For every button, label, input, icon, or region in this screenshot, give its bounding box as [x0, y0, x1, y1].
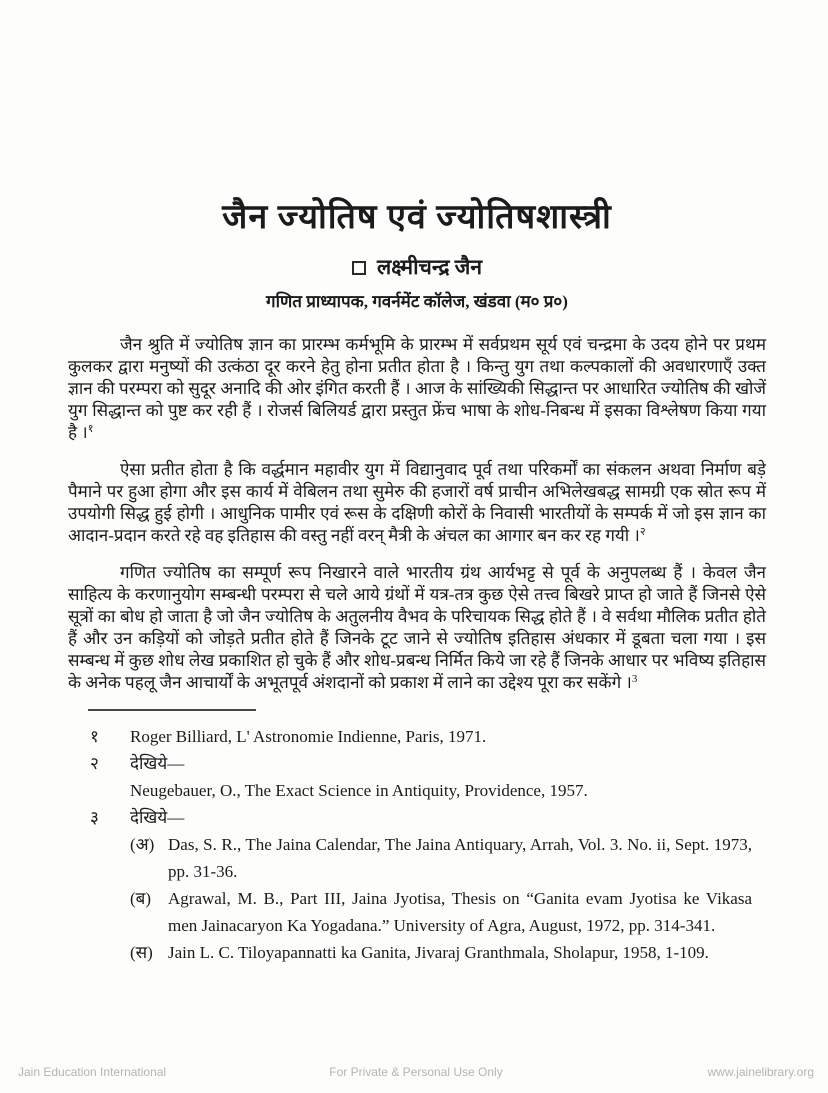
footnote-ref-3: 3: [631, 672, 638, 685]
footnote-ref-1: १: [87, 422, 94, 435]
body-paragraph-1: [68, 334, 766, 444]
paragraph-2-text: ऐसा प्रतीत होता है कि वर्द्धमान महावीर युग में विद्यानुवाद पूर्व तथा परिकर्मों का संकलन अथवा निर्माण बड़े पैमाने पर हुआ होगा और इस कार्य में वेबिलन तथा सुमेरु की हजारों वर्ष प्राचीन अभिलेखबद्ध सामग्री एक स्रोत रूप में उपयोगी सिद्ध हुई होगी । आधुनिक पामीर एवं रूस के दक्षिणी कोरों के निवासी भारतीयों के सम्पर्क में जो इस ज्ञान का आदान-प्रदान करते रहे वह इतिहास की वस्तु नहीं वरन् मैत्री के अंचल का आगार बन कर रह गयी ।: [68, 459, 766, 545]
footnote-1-text: Roger Billiard, L' Astronomie Indienne, Paris, 1971.: [130, 726, 487, 746]
subitem-b-marker: (ब): [130, 888, 152, 908]
footnote-2-text: [130, 750, 766, 804]
footnote-3-subitem-c: [130, 939, 766, 966]
paragraph-1-text: जैन श्रुति में ज्योतिष ज्ञान का प्रारम्भ कर्मभूमि के प्रारम्भ में सर्वप्रथम सूर्य एवं चन्द्रमा के उदय होने पर प्रथम कुलकर द्वारा मनुष्यों की उत्कंठा दूर करने हेतु होना प्रतीत होता है । किन्तु युग तथा कल्पकालों की अवधारणाएँ उक्त ज्ञान की परम्परा को सुदूर अनादि की ओर इंगित करती हैं । आज के सांख्यिकी सिद्धान्त पर आधारित ज्योतिष की खोजें युग सिद्धान्त को पुष्ट कर रही हैं । रोजर्स बिलियर्ड द्वारा प्रस्तुत फ्रेंच भाषा के शोध-निबन्ध में इसका विश्लेषण किया गया है ।: [68, 334, 766, 442]
subitem-a-text: Das, S. R., The Jaina Calendar, The Jaina Antiquary, Arrah, Vol. 3. No. ii, Sept. 1973, pp. 31-36.: [168, 834, 752, 881]
scan-footer: [18, 1065, 814, 1079]
paragraph-3-text: गणित ज्योतिष का सम्पूर्ण रूप निखारने वाले भारतीय ग्रंथ आर्यभट्ट से पूर्व के अनुपलब्ध हैं । केवल जैन साहित्य के करणानुयोग सम्बन्धी परम्परा से चले आये ग्रंथों में यत्र-तत्र कुछ ऐसे तत्त्व बिखरे प्राप्त हो जाते हैं जिनसे ऐसे सूत्रों का बोध हो जाता है जो जैन ज्योतिष के अतुलनीय वैभव के परिचायक सिद्ध होते हैं । वे सर्वथा मौलिक प्रतीत होते हैं और उन कड़ियों को जोड़ते प्रतीत होते हैं जिनके टूट जाने से ज्योतिष इतिहास अंधकार में डूबता चला गया । इस सम्बन्ध में कुछ शोध लेख प्रकाशित हो चुके हैं और शोध-प्रबन्ध निर्मित किये जा रहे हैं जिनके आधार पर भविष्य इतिहास के अनेक पहलू जैन आचार्यों के अभूतपूर्व अंशदानों को प्रकाश में लाने का उद्देश्य पूरा कर सकेंगे ।: [68, 562, 766, 692]
footer-publisher: Jain Education International: [18, 1065, 167, 1079]
footnote-3-marker: ३: [90, 807, 99, 827]
subitem-c-marker: (स): [130, 942, 153, 962]
footer-website: www.jainelibrary.org: [707, 1065, 814, 1079]
author-affiliation: गणित प्राध्यापक, गवर्नमेंट कॉलेज, खंडवा (म० प्र०): [266, 291, 568, 311]
footnote-2-line-2: Neugebauer, O., The Exact Science in Antiquity, Providence, 1957.: [130, 780, 588, 800]
footnote-item-2: [90, 750, 766, 804]
footer-usage-note: For Private & Personal Use Only: [329, 1065, 503, 1079]
subitem-c-text: Jain L. C. Tiloyapannatti ka Ganita, Jivaraj Granthmala, Sholapur, 1958, 1-109.: [168, 942, 709, 962]
author-name: लक्ष्मीचन्द्र जैन: [376, 254, 483, 279]
author-line: [68, 253, 766, 281]
footnote-2-line-1: देखिये—: [130, 753, 185, 773]
square-bullet-icon: [352, 261, 366, 275]
footnote-3-subitem-b: [130, 885, 766, 939]
footnote-3-text: देखिये—: [130, 807, 185, 827]
footnote-ref-2: २: [639, 525, 646, 538]
footnote-item-1: [90, 723, 766, 750]
footnote-separator: [88, 709, 256, 711]
body-paragraph-2: [68, 459, 766, 547]
footnote-item-3: [90, 804, 766, 831]
footnote-list: [68, 723, 766, 966]
footnote-1-marker: १: [90, 726, 99, 746]
body-paragraph-3: [68, 562, 766, 694]
subitem-b-text: Agrawal, M. B., Part III, Jaina Jyotisa, Thesis on “Ganita evam Jyotisa ke Vikasa men Jainacaryon Ka Yogadana.” University of Agra, August, 1972, pp. 314-341.: [168, 888, 752, 935]
footnote-3-subitem-a: [130, 831, 766, 885]
page-title: जैन ज्योतिष एवं ज्योतिषशास्त्री: [222, 199, 612, 236]
footnote-2-marker: २: [90, 753, 99, 773]
subitem-a-marker: (अ): [130, 834, 155, 854]
